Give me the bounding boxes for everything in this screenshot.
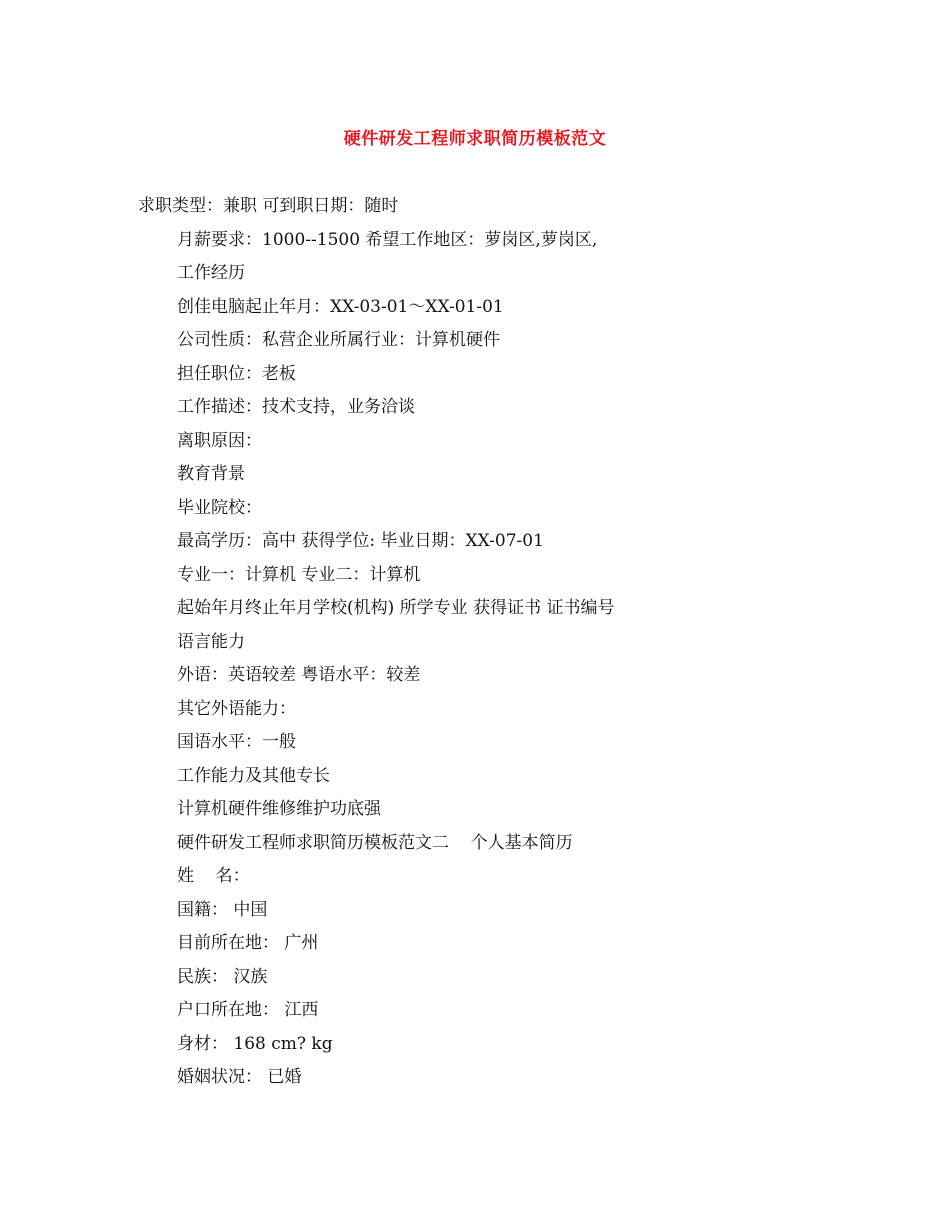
text-line: 最高学历：高中 获得学位: 毕业日期：XX-07-01 [177, 531, 544, 551]
text-line: 工作描述：技术支持，业务洽谈 [177, 397, 415, 417]
text-line: 民族： 汉族 [177, 966, 268, 987]
text-line: 目前所在地： 广州 [177, 933, 319, 953]
section-heading: 工作经历 [177, 263, 245, 283]
text-line: 创佳电脑起止年月：XX-03-01～XX-01-01 [177, 296, 504, 317]
text-line: 户口所在地： 江西 [177, 1000, 319, 1020]
text-line: 硬件研发工程师求职简历模板范文二 个人基本简历 [177, 832, 573, 853]
document-body [0, 190, 950, 1095]
text-line: 毕业院校： [177, 497, 262, 518]
text-line: 外语：英语较差 粤语水平：较差 [177, 665, 421, 685]
document-title: 硬件研发工程师求职简历模板范文 [343, 129, 607, 149]
text-line: 国语水平：一般 [177, 732, 296, 752]
text-line: 婚姻状况： 已婚 [177, 1067, 302, 1087]
text-line: 其它外语能力： [177, 698, 296, 719]
section-heading: 语言能力 [177, 631, 245, 652]
text-line: 公司性质：私营企业所属行业：计算机硬件 [177, 330, 500, 350]
section-heading: 教育背景 [177, 464, 245, 484]
text-line: 专业一：计算机 专业二：计算机 [177, 564, 421, 585]
text-line: 国籍： 中国 [177, 899, 268, 920]
text-line: 离职原因： [177, 430, 262, 451]
text-line: 身材： 168 cm? kg [177, 1033, 333, 1054]
text-line: 求职类型：兼职 可到职日期：随时 [138, 196, 399, 216]
text-line: 姓 名： [177, 866, 250, 886]
text-line: 月薪要求：1000--1500 希望工作地区：萝岗区,萝岗区, [177, 229, 598, 250]
text-line: 担任职位：老板 [177, 363, 296, 384]
text-line: 计算机硬件维修维护功底强 [177, 799, 381, 819]
text-line: 起始年月终止年月学校(机构) 所学专业 获得证书 证书编号 [177, 598, 615, 618]
section-heading: 工作能力及其他专长 [177, 765, 330, 786]
